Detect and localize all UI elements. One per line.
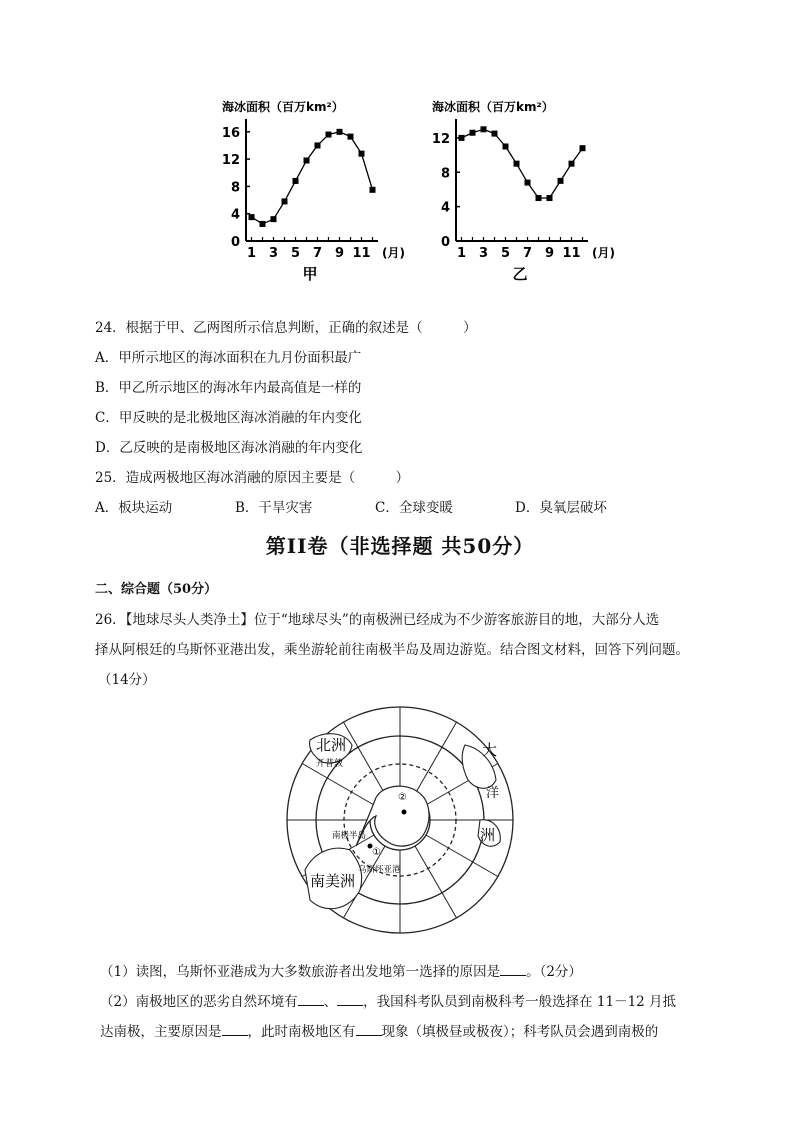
q26-sub2-rest: ，我国科考队员到南极科考一般选择在 11－12 月抵 <box>363 994 677 1010</box>
chart-jia-x-unit: (月) <box>382 246 405 260</box>
map-label-north-america: 北洲 <box>316 736 347 754</box>
chart-yi-ytick-label: 8 <box>440 166 450 182</box>
q26-sub2-sep: 、 <box>323 994 338 1010</box>
q25-option-a: A．板块运动 <box>95 500 173 516</box>
chart-jia-xtick-label: 9 <box>334 246 345 261</box>
chart-yi-xtick-label: 9 <box>544 246 555 261</box>
chart-yi-point-month-11 <box>569 161 575 167</box>
chart-jia-point-month-3 <box>271 216 277 222</box>
q26-sub1-blank[interactable] <box>500 963 526 976</box>
chart-jia-xlabel: 甲 <box>302 265 318 283</box>
q24-option-d: D．乙反映的是南极地区海冰消融的年内变化 <box>95 440 363 456</box>
q24-stem: 24．根据于甲、乙两图所示信息判断，正确的叙述是（ ） <box>95 320 477 336</box>
chart-jia-point-month-7 <box>315 142 321 148</box>
chart-jia-point-month-2 <box>260 221 266 227</box>
map-label-peninsula: 南极半岛 <box>332 831 367 841</box>
map-label-point-2: ② <box>398 792 407 803</box>
chart-jia-series-line <box>252 132 373 224</box>
q25-options <box>95 496 607 516</box>
chart-yi-xtick-label: 7 <box>522 246 533 261</box>
q26-sub2-blank-1[interactable] <box>298 993 324 1006</box>
section2-heading: 二、综合题（50分） <box>95 582 218 597</box>
chart-yi-xtick-label: 5 <box>500 246 511 261</box>
q26-sub3-blank-1[interactable] <box>222 1023 248 1036</box>
q26-sub1 <box>100 960 582 980</box>
q26-sub1-score: 。（2分） <box>526 964 582 980</box>
chart-jia-ytick-label: 8 <box>230 180 240 196</box>
chart-yi-point-month-3 <box>481 126 487 132</box>
map-label-south-america: 南美洲 <box>310 872 356 890</box>
antarctic-polar-map <box>280 700 520 940</box>
chart-jia-xtick-label: 1 <box>246 246 257 261</box>
chart-yi-xtick-label: 11 <box>562 246 581 261</box>
section-title: 第II卷（非选择题 共50分） <box>265 534 535 558</box>
chart-yi-ytick-label: 12 <box>431 131 450 147</box>
chart-yi-xtick-label: 1 <box>456 246 467 261</box>
sea-ice-chart-yi <box>420 95 620 299</box>
chart-yi-xtick-label: 3 <box>478 246 489 261</box>
chart-yi-series-line <box>462 129 583 198</box>
chart-jia-xtick-label: 7 <box>312 246 323 261</box>
chart-yi-point-month-12 <box>580 145 586 151</box>
chart-yi-title: 海冰面积（百万km²） <box>432 100 554 114</box>
chart-yi-xlabel: 乙 <box>512 265 528 283</box>
chart-jia-point-month-4 <box>282 198 288 204</box>
chart-jia-ytick-label: 12 <box>221 153 240 169</box>
chart-jia-point-month-9 <box>337 129 343 135</box>
antarctica-shape <box>356 786 429 846</box>
q26-sub3-blank-2[interactable] <box>356 1023 382 1036</box>
chart-jia-xtick-label: 3 <box>268 246 279 261</box>
sea-ice-chart-jia-svg <box>210 95 405 295</box>
chart-jia-point-month-10 <box>348 134 354 140</box>
chart-yi-x-unit: (月) <box>592 246 615 260</box>
map-label-point-1: ① <box>372 847 381 858</box>
chart-jia-xtick-label: 11 <box>352 246 371 261</box>
q26-line1: 26．【地球尽头人类净土】位于“地球尽头”的南极洲已经成为不少游客旅游目的地，大部分人选 <box>95 612 660 628</box>
chart-yi-point-month-8 <box>536 195 542 201</box>
q24-option-c: C．甲反映的是北极地区海冰消融的年内变化 <box>95 410 362 426</box>
q26-sub2-text: （2）南极地区的恶劣自然环境有 <box>100 994 298 1010</box>
q26-sub1-text: （1）读图，乌斯怀亚港成为大多数旅游者出发地第一选择的原因是 <box>100 964 501 980</box>
chart-yi-point-month-2 <box>470 130 476 136</box>
q26-sub3 <box>100 1020 658 1040</box>
chart-yi-point-month-10 <box>558 178 564 184</box>
q25-option-b: B．干旱灾害 <box>235 500 313 516</box>
map-meridian-line <box>415 846 457 918</box>
chart-yi-point-month-4 <box>492 131 498 137</box>
q25-option-c: C．全球变暖 <box>375 500 453 516</box>
map-label-yang: 洋 <box>486 786 500 801</box>
chart-yi-point-month-1 <box>459 135 465 141</box>
chart-jia-point-month-11 <box>359 151 365 157</box>
sea-ice-chart-yi-svg <box>420 95 620 295</box>
chart-yi-ytick-label: 0 <box>440 235 450 250</box>
map-label-da: 大 <box>482 741 498 759</box>
q25-option-d: D．臭氧层破坏 <box>515 500 607 516</box>
map-label-cape-town: 开普敦 <box>316 759 344 769</box>
chart-jia-point-month-5 <box>293 178 299 184</box>
map-meridian-line <box>415 722 457 794</box>
chart-jia-point-month-6 <box>304 157 310 163</box>
q26-sub3-mid: ，此时南极地区有 <box>247 1024 356 1040</box>
map-meridian-line <box>302 764 374 806</box>
chart-jia-ytick-label: 16 <box>221 125 240 141</box>
q26-line2: 择从阿根廷的乌斯怀亚港出发，乘坐游轮前往南极半岛及周边游览。结合图文材料，回答下列问题。 <box>95 642 689 658</box>
q26-sub3-rest: 现象（填极昼或极夜）；科考队员会遇到南极的 <box>381 1024 659 1040</box>
q24-option-b: B．甲乙所示地区的海冰年内最高值是一样的 <box>95 380 362 396</box>
point-2-marker <box>402 810 407 815</box>
map-label-zhou: 洲 <box>480 826 496 844</box>
chart-yi-point-month-7 <box>525 180 531 186</box>
q25-stem: 25．造成两极地区海冰消融的原因主要是（ ） <box>95 470 410 486</box>
map-meridian-line <box>344 722 386 794</box>
chart-jia-ytick-label: 4 <box>230 207 240 223</box>
chart-jia-point-month-8 <box>326 132 332 138</box>
map-label-ushuaia: 乌斯怀亚港 <box>358 865 401 875</box>
chart-yi-point-month-5 <box>503 143 509 149</box>
q26-line3: （14分） <box>98 672 156 688</box>
q26-sub2-blank-2[interactable] <box>337 993 363 1006</box>
chart-jia-title: 海冰面积（百万km²） <box>222 100 344 114</box>
q26-sub2 <box>100 990 676 1010</box>
q24-option-a: A．甲所示地区的海冰面积在九月份面积最广 <box>95 350 362 366</box>
sea-ice-chart-jia <box>210 95 405 299</box>
chart-jia-point-month-1 <box>249 214 255 220</box>
chart-yi-point-month-6 <box>514 161 520 167</box>
chart-yi-point-month-9 <box>547 195 553 201</box>
chart-jia-ytick-label: 0 <box>230 235 240 250</box>
chart-yi-ytick-label: 4 <box>440 200 450 216</box>
q26-sub3-text: 达南极，主要原因是 <box>100 1024 222 1040</box>
chart-jia-point-month-12 <box>370 187 376 193</box>
chart-jia-xtick-label: 5 <box>290 246 301 261</box>
